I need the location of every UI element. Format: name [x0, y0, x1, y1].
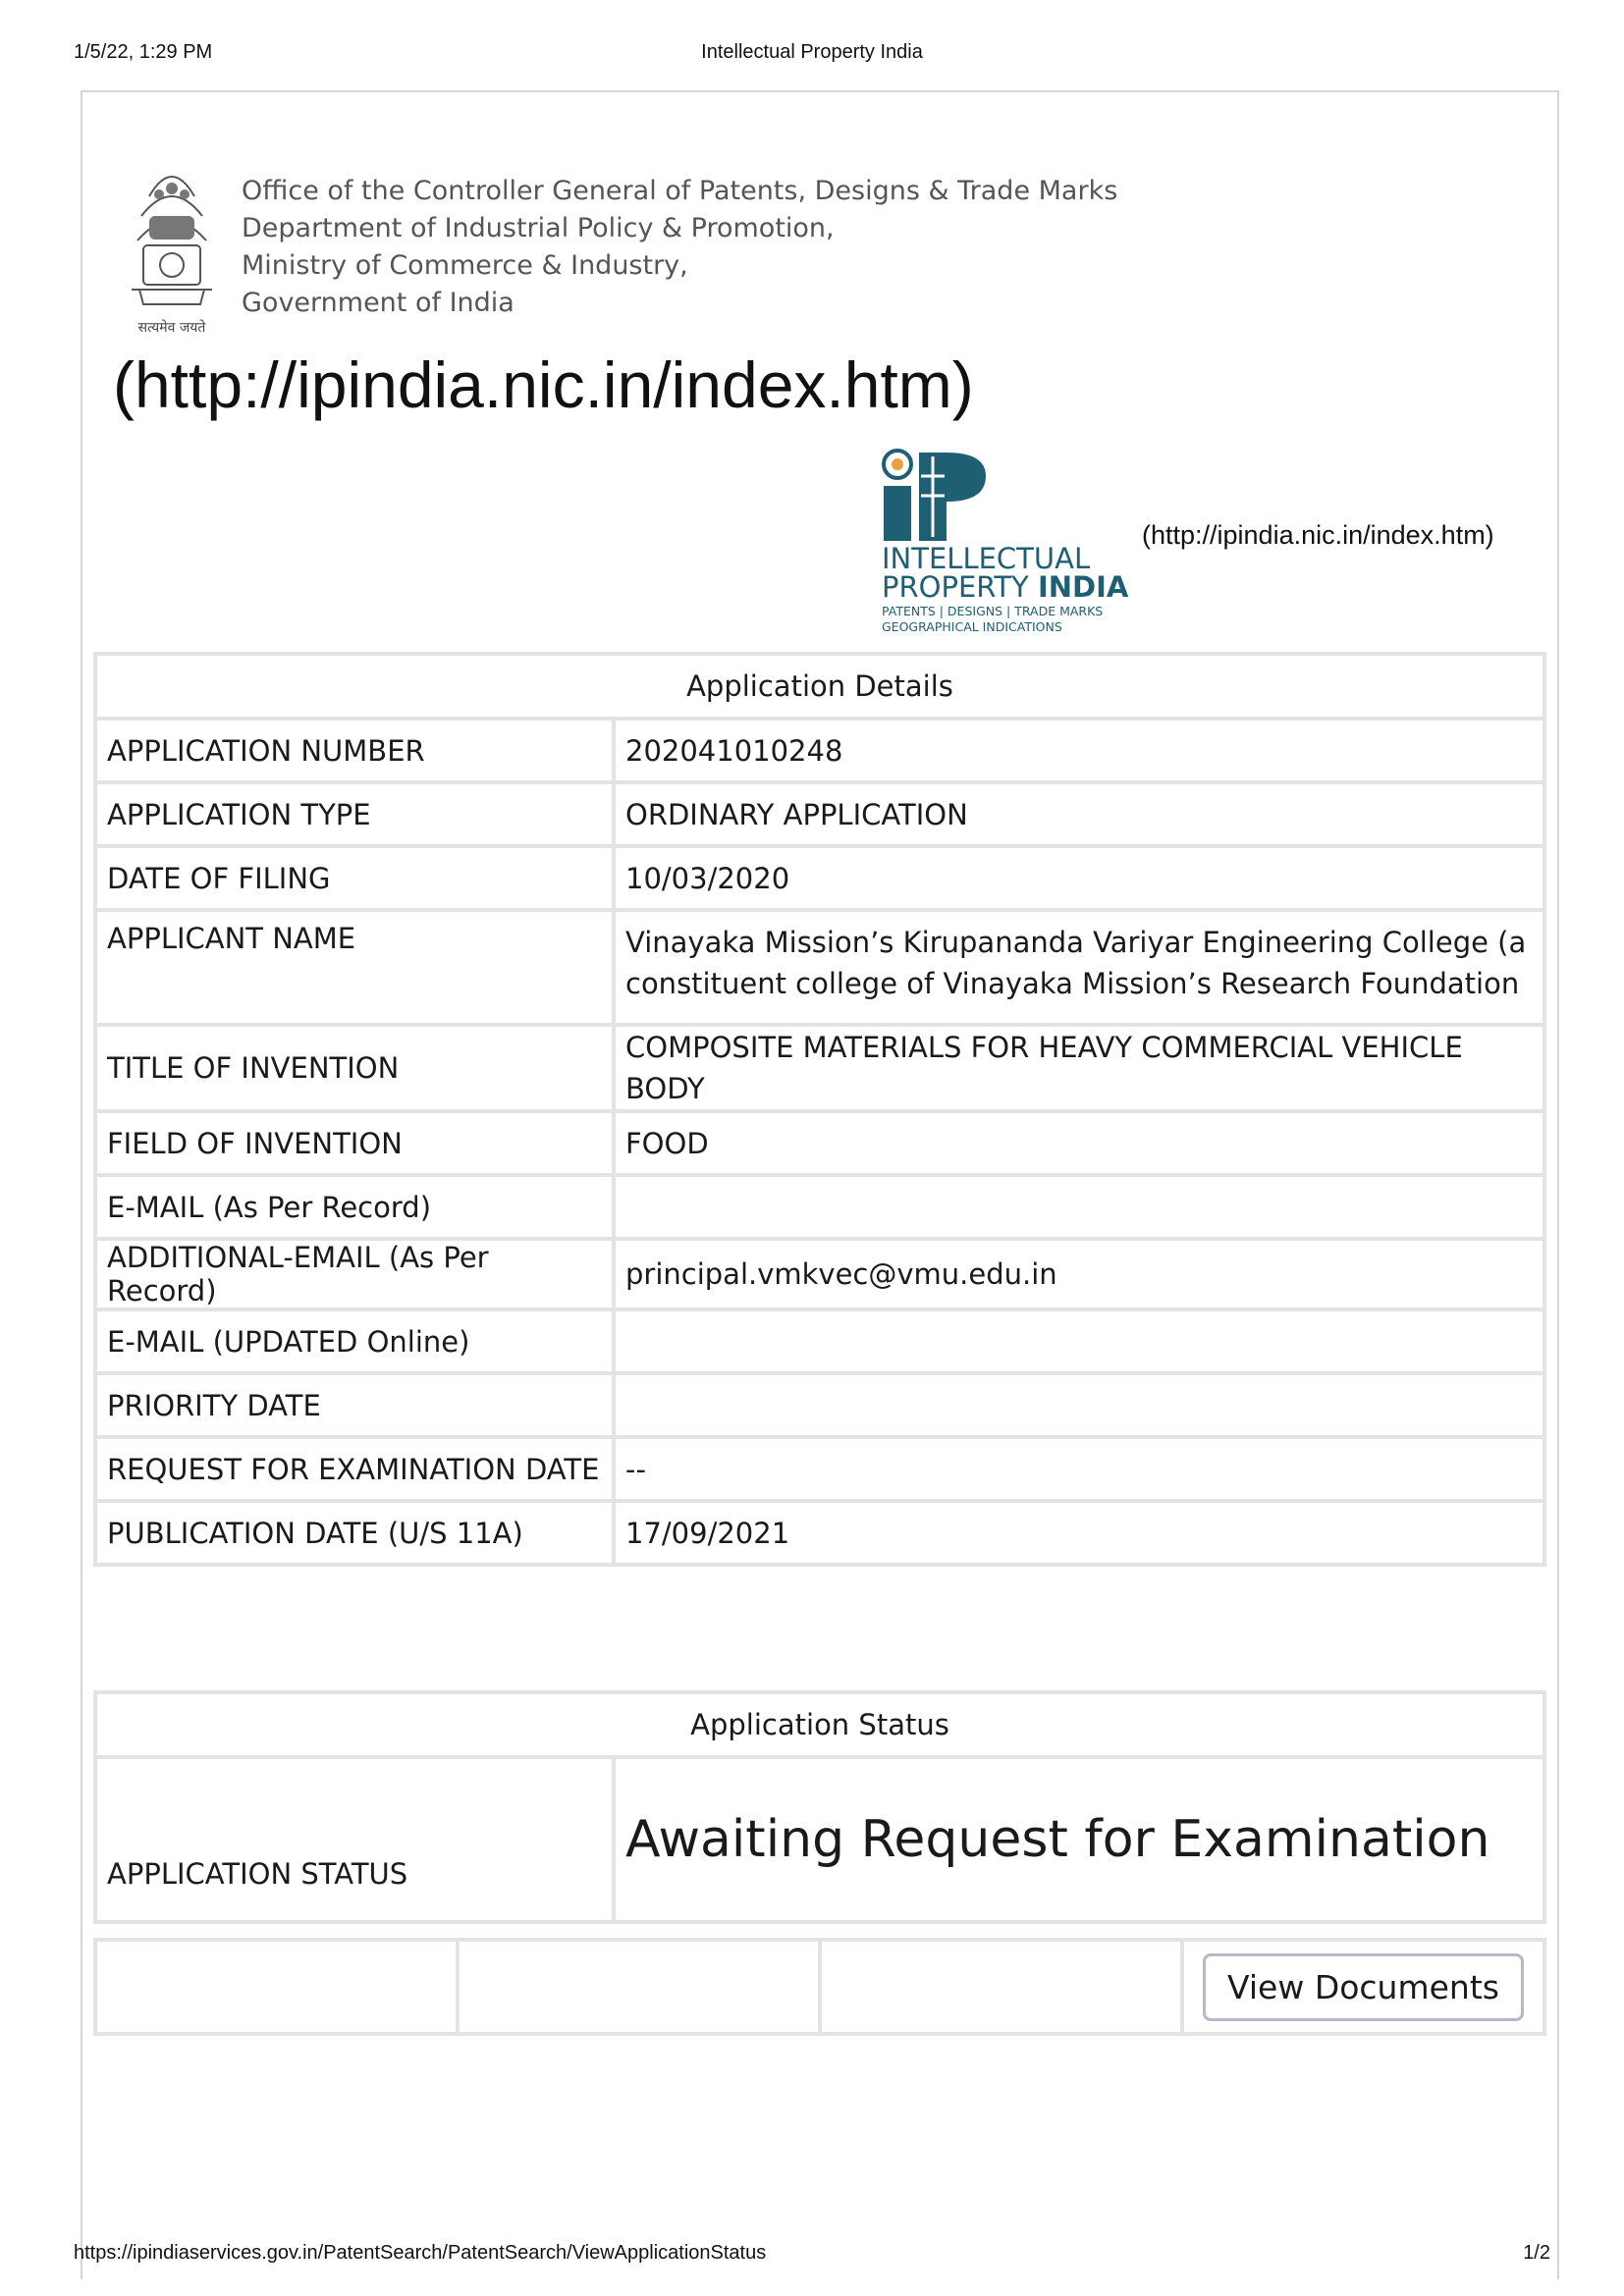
application-number-label: APPLICATION NUMBER	[95, 719, 614, 782]
title-of-invention-label: TITLE OF INVENTION	[95, 1025, 614, 1111]
office-line-2: Department of Industrial Policy & Promotion,	[242, 213, 835, 243]
email-value	[614, 1175, 1544, 1239]
actions-table	[93, 1938, 1546, 2036]
print-footer	[74, 2242, 1550, 2266]
logo-line-2	[882, 570, 1129, 604]
date-of-filing-label: DATE OF FILING	[95, 846, 614, 910]
print-header	[74, 41, 1550, 65]
table-row	[95, 1025, 1544, 1111]
examination-date-label: REQUEST FOR EXAMINATION DATE	[95, 1437, 614, 1501]
additional-email-label: ADDITIONAL-EMAIL (As Per Record)	[95, 1239, 614, 1309]
logo-line-4: GEOGRAPHICAL INDICATIONS	[882, 619, 1062, 634]
table-row	[95, 782, 1544, 846]
application-status-heading: Application Status	[95, 1692, 1544, 1757]
logo-line-1: INTELLECTUAL	[882, 542, 1091, 575]
additional-email-value: principal.vmkvec@vmu.edu.in	[614, 1239, 1544, 1309]
email-updated-value	[614, 1309, 1544, 1373]
emblem-motto: सत्यमेव जयते	[137, 320, 206, 336]
ip-india-logo[interactable]	[880, 447, 1145, 643]
applicant-name-value	[614, 910, 1544, 1025]
logo-home-link[interactable]: (http://ipindia.nic.in/index.htm)	[1142, 520, 1494, 550]
home-link[interactable]: (http://ipindia.nic.in/index.htm)	[113, 348, 974, 421]
table-row	[95, 846, 1544, 910]
logo-line-2b: INDIA	[1037, 570, 1129, 604]
logo-line-3: PATENTS | DESIGNS | TRADE MARKS	[882, 604, 1104, 618]
office-line-1: Office of the Controller General of Patents, Designs & Trade Marks	[242, 176, 1118, 206]
office-heading	[242, 173, 1117, 322]
table-row	[95, 1757, 1544, 1922]
table-row	[95, 1373, 1544, 1437]
application-status-value: Awaiting Request for Examination	[614, 1757, 1544, 1922]
actions-cell-empty	[458, 1940, 820, 2034]
table-row	[95, 1437, 1544, 1501]
applicant-name-line-1: Vinayaka Mission’s Kirupananda Variyar Engineering College (a	[625, 926, 1527, 959]
applicant-name-line-2: constituent college of Vinayaka Mission’s Research Foundation	[625, 967, 1520, 1000]
date-of-filing-value: 10/03/2020	[614, 846, 1544, 910]
applicant-name-label: APPLICANT NAME	[95, 910, 614, 1025]
logo-line-2a: PROPERTY	[882, 570, 1038, 604]
priority-date-label: PRIORITY DATE	[95, 1373, 614, 1437]
actions-cell-button	[1182, 1940, 1544, 2034]
print-page-title: Intellectual Property India	[701, 41, 923, 63]
priority-date-value	[614, 1373, 1544, 1437]
examination-date-value: --	[614, 1437, 1544, 1501]
application-type-label: APPLICATION TYPE	[95, 782, 614, 846]
office-line-4: Government of India	[242, 288, 514, 318]
table-row	[95, 1111, 1544, 1175]
application-status-label: APPLICATION STATUS	[95, 1757, 614, 1922]
publication-date-label: PUBLICATION DATE (U/S 11A)	[95, 1501, 614, 1565]
print-page-number: 1/2	[1523, 2242, 1550, 2264]
actions-cell-empty	[820, 1940, 1182, 2034]
view-documents-button[interactable]: View Documents	[1203, 1953, 1524, 2021]
email-label: E-MAIL (As Per Record)	[95, 1175, 614, 1239]
national-emblem-icon	[120, 157, 224, 344]
office-line-3: Ministry of Commerce & Industry,	[242, 250, 688, 281]
application-details-table	[93, 652, 1546, 1567]
title-of-invention-value: COMPOSITE MATERIALS FOR HEAVY COMMERCIAL VEHICLE BODY	[614, 1025, 1544, 1111]
field-of-invention-label: FIELD OF INVENTION	[95, 1111, 614, 1175]
table-row	[95, 1309, 1544, 1373]
table-row	[95, 1175, 1544, 1239]
publication-date-value: 17/09/2021	[614, 1501, 1544, 1565]
table-row	[95, 1501, 1544, 1565]
table-row	[95, 719, 1544, 782]
application-details-heading: Application Details	[95, 654, 1544, 719]
table-row	[95, 1239, 1544, 1309]
email-updated-label: E-MAIL (UPDATED Online)	[95, 1309, 614, 1373]
actions-cell-empty	[95, 1940, 458, 2034]
application-status-table	[93, 1690, 1546, 1924]
print-datetime: 1/5/22, 1:29 PM	[74, 41, 213, 63]
print-footer-url: https://ipindiaservices.gov.in/PatentSearch/PatentSearch/ViewApplicationStatus	[74, 2242, 767, 2264]
application-type-value: ORDINARY APPLICATION	[614, 782, 1544, 846]
application-number-value: 202041010248	[614, 719, 1544, 782]
table-row	[95, 910, 1544, 1025]
field-of-invention-value: FOOD	[614, 1111, 1544, 1175]
